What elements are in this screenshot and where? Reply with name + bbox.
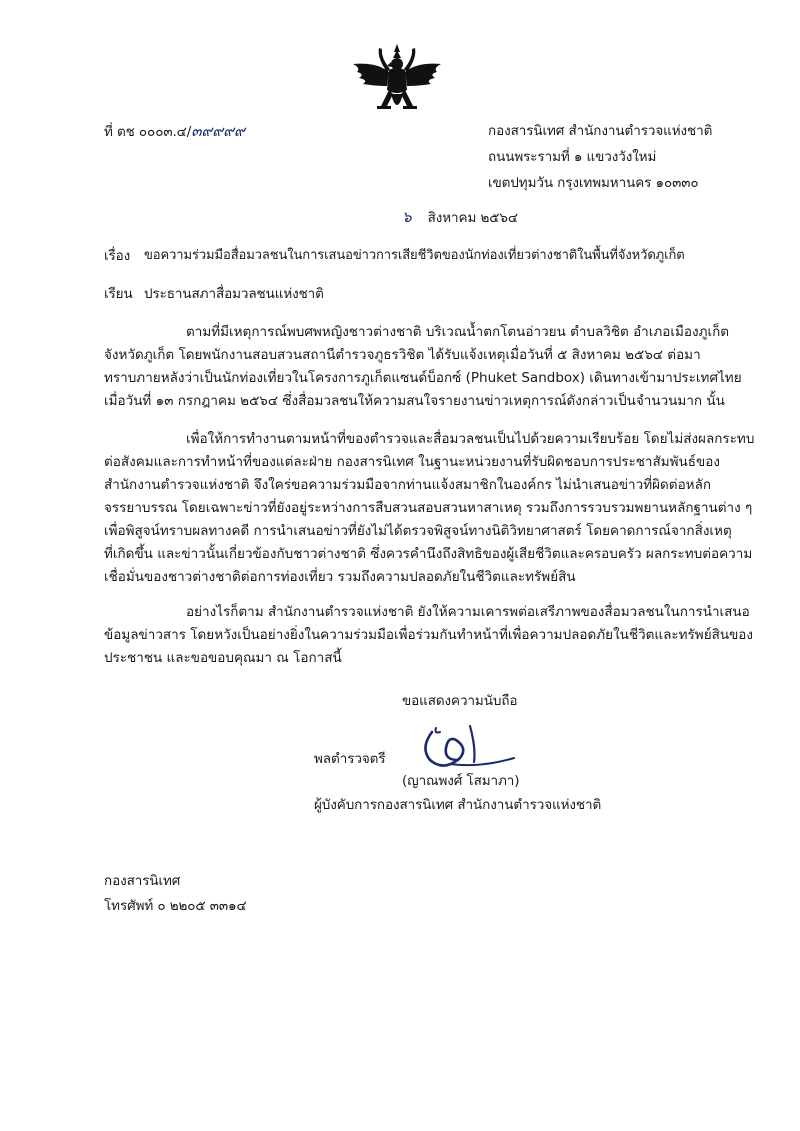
doc-number: [104, 120, 245, 143]
paragraph-line: ที่เกิดขึ้น และข่าวนั้นเกี่ยวข้องกับชาวต่างชาติ ซึ่งควรคำนึงถึงสิทธิของผู้เสียชีวิตและครอบครัว ผลกระทบต่อความ: [104, 546, 753, 562]
paragraph-line: ต่อสังคมและการทำหน้าที่ของแต่ละฝ่าย กองสารนิเทศ ในฐานะหน่วยงานที่รับผิดชอบการประชาสัมพันธ์ของ: [104, 454, 720, 470]
paragraph-line: เพื่อพิสูจน์ทราบผลทางคดี การนำเสนอข่าวที่ยังไม่ได้ตรวจพิสูจน์ทางนิติวิทยาศาสตร์ โดยคาดการณ์จากสิ่งเหตุ: [104, 523, 732, 539]
paragraph-line: ตามที่มีเหตุการณ์พบศพหญิงชาวต่างชาติ บริเวณน้ำตกโตนอ่าวยน ตำบลวิชิต อำเภอเมืองภูเก็ต: [186, 324, 730, 340]
date-day-handwritten: ๖: [402, 208, 412, 226]
address-line: ถนนพระรามที่ ๑ แขวงวังใหม่: [488, 149, 657, 165]
paragraph-line: จรรยาบรรณ โดยเฉพาะข่าวที่ยังอยู่ระหว่างการสืบสวนสอบสวนหาสาเหตุ รวมถึงการรวบรวมพยานหลักฐานต่าง ๆ: [104, 500, 753, 516]
doc-number-prefix: ที่ ตช ๐๐๐๓.๔/: [104, 124, 192, 140]
paragraph-line: จังหวัดภูเก็ต โดยพนักงานสอบสวนสถานีตำรวจภูธรวิชิต ได้รับแจ้งเหตุเมื่อวันที่ ๕ สิงหาคม ๒๕๖๔ ต่อมา: [104, 347, 701, 363]
signature-icon: [410, 718, 520, 776]
signer-rank: พลตำรวจตรี: [314, 751, 386, 767]
closing: ขอแสดงความนับถือ: [402, 693, 518, 709]
paragraph-line: เพื่อให้การทำงานตามหน้าที่ของตำรวจและสื่อมวลชนเป็นไปด้วยความเรียบร้อย โดยไม่ส่งผลกระทบ: [186, 431, 755, 447]
paragraph-line: เชื่อมั่นของชาวต่างชาติต่อการท่องเที่ยว รวมถึงความปลอดภัยในชีวิตและทรัพย์สิน: [104, 569, 576, 585]
paragraph-line: เมื่อวันที่ ๑๓ กรกฎาคม ๒๕๖๔ ซึ่งสื่อมวลชนให้ความสนใจรายงานข่าวเหตุการณ์ดังกล่าวเป็นจำนวนมาก นั้น: [104, 393, 725, 409]
paragraph-line: สำนักงานตำรวจแห่งชาติ จึงใคร่ขอความร่วมมือจากท่านแจ้งสมาชิกในองค์กร ไม่นำเสนอข่าวที่ผิดต่อหลัก: [104, 477, 712, 493]
paragraph-line: อย่างไรก็ตาม สำนักงานตำรวจแห่งชาติ ยังให้ความเคารพต่อเสรีภาพของสื่อมวลชนในการนำเสนอ: [186, 604, 750, 620]
date-month-year: สิงหาคม ๒๕๖๔: [427, 210, 518, 226]
subject-text: ขอความร่วมมือสื่อมวลชนในการเสนอข่าวการเสียชีวิตของนักท่องเที่ยวต่างชาติในพื้นที่จังหวัดภูเก็ต: [144, 248, 685, 263]
signer-position: ผู้บังคับการกองสารนิเทศ สำนักงานตำรวจแห่งชาติ: [314, 797, 602, 813]
doc-number-handwritten: ๓๙๙๙๙: [191, 122, 245, 140]
garuda-emblem-icon: [347, 42, 447, 118]
footer-department: กองสารนิเทศ: [104, 873, 181, 889]
paragraph-line: ทราบภายหลังว่าเป็นนักท่องเที่ยวในโครงการภูเก็ตแซนด์บ็อกซ์ (Phuket Sandbox) เดินทางเข้ามาประเทศไทย: [104, 370, 742, 386]
paragraph-line: ประชาชน และขอขอบคุณมา ณ โอกาสนี้: [104, 650, 342, 666]
address-line: เขตปทุมวัน กรุงเทพมหานคร ๑๐๓๓๐: [488, 175, 699, 191]
signer-name: (ญาณพงศ์ โสมาภา): [402, 773, 520, 789]
letter-date: [402, 206, 518, 229]
to-text: ประธานสภาสื่อมวลชนแห่งชาติ: [144, 286, 324, 302]
footer-phone: โทรศัพท์ ๐ ๒๒๐๕ ๓๓๑๔: [104, 898, 247, 914]
address-line: กองสารนิเทศ สำนักงานตำรวจแห่งชาติ: [488, 123, 713, 139]
to-label: เรียน: [104, 286, 133, 302]
paragraph-line: ข้อมูลข่าวสาร โดยหวังเป็นอย่างยิ่งในความร่วมมือเพื่อร่วมกันทำหน้าที่เพื่อความปลอดภัยในชีวิตและทรัพย์สินของ: [104, 627, 754, 643]
subject-label: เรื่อง: [104, 248, 131, 264]
